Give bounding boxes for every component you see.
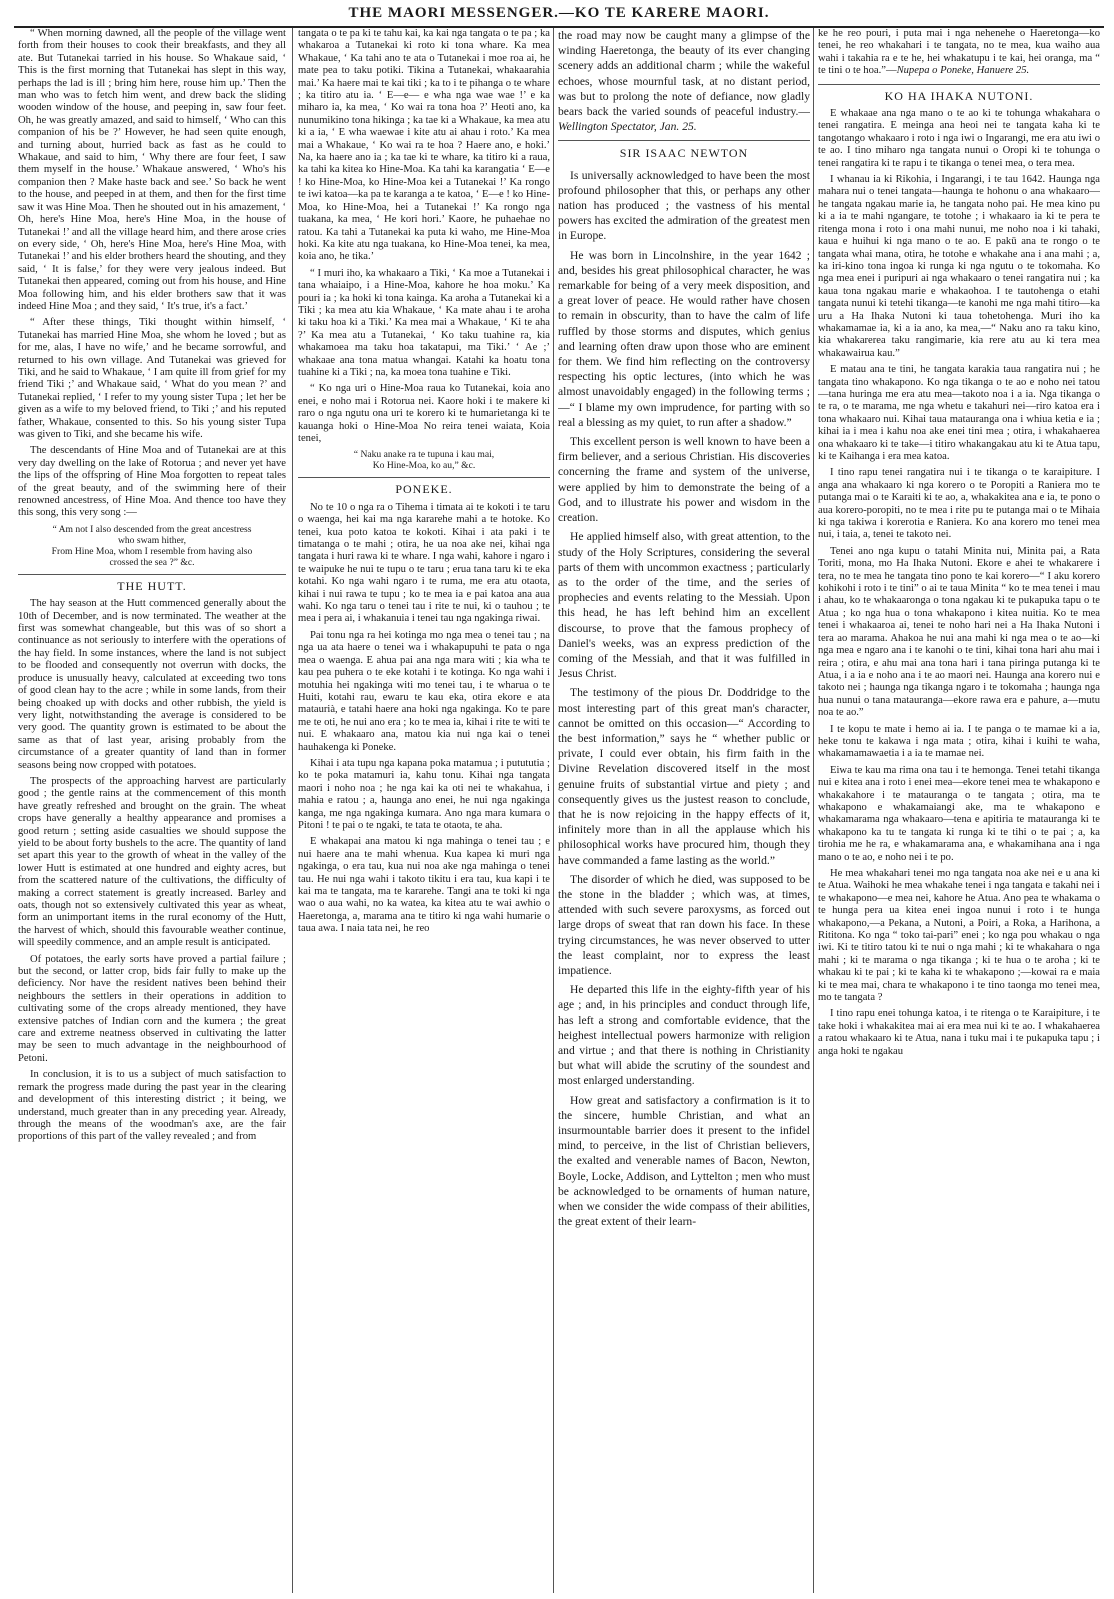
paragraph: Eiwa te kau ma rima ona tau i te hemonga. Tenei tetahi tikanga nui e kitea ana i roto i enei mea—ekore tenei mea te whakapono e whakakahore i te matauranga o te tangata ; otira, ma te whakapono e whakamaiangi ake, ma te whakapono e whakamarama nga whakaaro—tena e apitiria te matauranga ki te whakapono ka tu te tangata ki runga ki te tihi o te pai ; a, ka tirohia me he ra, e whakamarama ana, e whakamihana ana i nga mano o te ao, e noho nei i te po. [818,764,1100,863]
column-3 [558,28,810,1593]
column-rule [292,28,293,1593]
paragraph: The descendants of Hine Moa and of Tutanekai are at this very day dwelling on the lake of Rotorua ; and never yet have the lips of the offspring of Hine Moa forgotten to repeat tales of the great beauty, and of the swimming here of their renowned ancestress, of Hine Moa. And thence too have they this song, this very song :— [18,445,286,519]
paragraph: E whakapai ana matou ki nga mahinga o tenei tau ; e nui haere ana te mahi whenua. Kua kapea ki muri nga ngakinga, o era tau, kua nui noa ake nga mahinga o tenei tau. He nui nga wahi i takoto tikitu i era tau, kua kapi i te kai ma te tangata, ma te kararehe. Tangi ana te toki ki nga wao o aua wahi, no ka watea, ka kitea atu te wai awhio o Haeretonga, a, marama ana te titiro ki nga wahi humarie o taua awa. I naia tata nei, he reo [298,836,550,935]
paragraph-text: ke he reo pouri, i puta mai i nga nehenehe o Haeretonga—ko tenei, he reo whakahari i te tangata, no te mea, kua waiho aua wahi i takahia ra e te he, hei whakatupu i te kai, hei oranga, ma “ te tini o te hoa.”— [818,28,1100,77]
paragraph: E whakaae ana nga mano o te ao ki te tohunga whakahara o tenei rangatira. E meinga ana heoi nei te tangata kaha ki te tangotango whakaaro i roto i nga iwi o Ingarangi, me era atu iwi o te ao. I tino miharo nga tangata nunui o Oropi ki te tohunga o tenei rangatira ki te rapu i te tikanga o tenei mea, o tera mea. [818,108,1100,169]
paragraph: I te kopu te mate i hemo ai ia. I te panga o te mamae ki a ia, heke tonu te kakawa i nga mata ; otira, kihai i kuihi te waha, whakamamawaetia i a ia te mamae nei. [818,723,1100,760]
paragraph-text: the road may now be caught many a glimpse of the winding Haeretonga, the beauty of its ever changing scenery adds an additional charm ; while the wakeful echoes, whose mournful task, at no distant period, was but to prolong the note of defiance, now gladly bears back the varied sounds of peaceful industry.— [558,29,810,119]
paragraph: “ When morning dawned, all the people of the village went forth from their houses to cook their breakfasts, and they all ate. But Tutanekai tarried in his house. So Whakaue said, ‘ This is the first morning that Tutanekai has slept in this way, perhaps the lad is ill ; bring him here, rouse him up.’ Then the man who was to fetch him went, and drew back the sliding wooden window of the house, and peeping in, saw four feet. Oh, he was greatly amazed, and said to himself, ‘ Who can this companion of his be ?’ However, he had seen quite enough, and turning about, hurried back as fast as he could to Whakaue, and said to him, ‘ Why there are four feet, I saw them myself in the house.’ Whakaue answered, ‘ Who's his companion then ? Make haste back and see.’ So back he went to the house, and peeped in at them, and then for the first time saw it was Hine Moa. Then he shouted out in his amazement, ‘ Oh, here's Hine Moa, here's Hine Moa, in the house of Tutanekai !’ and all the village heard him, and there arose cries on every side, ‘ Oh, here's Hine Moa, here's Hine Moa, with Tutanekai !’ and his elder brothers heard the shouting, and they said, ‘ It is false,’ for they were very jealous indeed. But Tutanekai then appeared, coming out from his house, and Hine Moa following him, and his elder brothers saw that it was indeed Hine Moa ; and they said, ‘ It's true, it's a fact.’ [18,28,286,312]
paragraph [818,28,1100,78]
paragraph: No te 10 o nga ra o Tihema i timata ai te kokoti i te taru o waenga, hei kai ma nga kararehe mahi a te hotoke. Ko tenei, kua poto katoa te kokoti. Kihai i ata paki i te timatanga o te mahi ; otira, he ua noa ake nei, kihai nga tangata i huri rawa ki te whare. I nga wahi, kahore i ngaro i te waipuke he nui te tupu o te taru ; erua tana taru ki te eka kotahi. Ko nga wahi ngaro i te ruma, me era atu otaota, kihai i nui rawa te tupu ; ko te mea ia e pai katoa ana aua wahi. Ko nga taru o tenei tau i rite te nui, ki o tauhou ; te mea i pera ai, i whakanuia i tenei tau nga ngakinga riwai. [298,501,550,625]
paragraph: The hay season at the Hutt commenced generally about the 10th of December, and is now terminated. The weather at the first was somewhat changeable, but this was of so short a continuance as not seriously to interfere with the operations of the hay field. In some instances, where the land is not subject to be flooded and consequently not overrun with docks, the produce is unusually heavy, calculated at exceeding two tons of good clean hay to the acre ; while in some lands, from their being choaked up with docks and other rubbish, the yield is very light, notwithstanding the average is considered to be very good. The quantity grown is estimated to be about the same as that of last year, arising probably from the circumstance of a greater quantity of land than in former seasons being now cropped with potatoes. [18,598,286,771]
source-attribution: Nupepa o Poneke, Hanuere 25. [896,65,1030,77]
newspaper-title: THE MAORI MESSENGER.—KO TE KARERE MAORI. [348,5,770,21]
verse [298,449,550,471]
paragraph: I tino rapu tenei rangatira nui i te tikanga o te karaipiture. I anga ana whakaaro ki nga korero o te Poropiti a Raniera mo te putanga mai o te Karaiti ki te ao, a, whakakitea ana e ia, te pono o aua korero-poropiti, no te mea i rite pu te putanga mai o te Mihaia ki nga takiwa i korerotia e Raniera. Ko ana korero mo tenei mea nui, i taia, a, tenei te takoto nei. [818,467,1100,541]
paragraph: Of potatoes, the early sorts have proved a partial failure ; but the second, or latter crop, bids fair fully to make up the deficiency. Nor have the resident natives been behind their neighbours the settlers in their operations in addition to cultivating some of the crops already mentioned, they have extensive patches of Indian corn and the kumera ; the great care and extreme neatness observed in cultivating the latter may be seen to much advantage in the neighbourhood of Petoni. [18,953,286,1064]
section-heading-poneke: PONEKE. [298,477,550,495]
verse-line: From Hine Moa, whom I resemble from having also [51,545,253,557]
verse [18,524,286,568]
column-1 [18,28,286,1593]
paragraph: Is universally acknowledged to have been the most profound philosopher that this, or perhaps any other nation has produced ; the vastness of his mental powers has excited the admiration of the greatest men in Europe. [558,168,810,243]
paragraph: How great and satisfactory a confirmation is it to the sincere, humble Christian, and what an insurmountable barrier does it present to the infidel mind, to perceive, in the list of Christian believers, the exalted and venerable names of Bacon, Newton, Boyle, Locke, Addison, and Lyttelton ; men who must be acknowledged to be ornaments of human nature, when we consider the wide compass of their abilities, the great extent of their learn- [558,1093,810,1229]
paragraph [558,28,810,134]
column-2 [298,28,550,1593]
paragraph: He mea whakahari tenei mo nga tangata noa ake nei e u ana ki te Atua. Waihoki he mea whakahe tenei i nga tangata e takahi nei i te whakapono—e mea nei, kahore he Atua. Ano pea te whakama o te hunga pera ua kitea enei ingoa nunui i roto i te hunga whakapono,—a Pekana, a Nutoni, a Poiri, a Roka, a Harihona, a Rititona. Ko nga “ toko tai-pari” enei ; ko nga pou whakau o nga iwi. Ki te titiro tatou ki te nui o nga mahi ; ki te whakahara o nga mahi ; ki te marama o nga tikanga ; ki te hua o te aroha ; ki te whakau ki te pai ; ki te kaha ki te whakapono ;—kowai ra e maia ki te mea mai, chara te whakapono i te tino taonga mo tenei mea, mo te tangata ? [818,868,1100,1004]
paragraph: E matau ana te tini, he tangata karakia taua rangatira nui ; he tangata tino whakapono. Ko nga tikanga o te ao e noho nei tatou—tana huringa me era atu mea—takoto noa i a ia. Nga tikanga o te ra, o te marama, me nga whetu e takahuri nei—riro katoa era i tona whakaaro nui. Kihai taua matauranga ona i whiua ketia e ia ; kihai ia i mea i kahu noa ake enei tini mea ; otira, i whakahaerea ona whakaaro ki te take—i titiro whakangakau atu ki te Atua tapu, ki te Kaihanga i era mea katoa. [818,364,1100,462]
verse-line: “ Am not I also descended from the great ancestress [52,523,252,535]
column-4 [818,28,1100,1593]
column-rule [813,28,814,1593]
paragraph: The disorder of which he died, was supposed to be the stone in the bladder ; which was, at times, attended with such severe paroxysms, as forced out large drops of sweat that ran down his face. In these trying circumstances, he was never observed to utter the least complaint, nor to express the least impatience. [558,872,810,977]
source-attribution: Wellington Spectator, Jan. 25. [558,120,697,134]
paragraph: He departed this life in the eighty-fifth year of his age ; and, in his principles and conduct through life, has left a strong and comfortable evidence, that the heighest intellectual powers harmonize with religion and virtue ; and that there is nothing in Christianity but what will abide the scrutiny of the soundest and most enlarged understanding. [558,983,810,1088]
verse-line: who swam hither, [117,534,187,546]
paragraph: He applied himself also, with great attention, to the study of the Holy Scriptures, considering the several parts of them with uncommon exactness ; particularly as to the order of the time, and the series of prophecies and events relating to the Messiah. Upon this head, he has left behind him an excellent discourse, to prove that the famous prophecy of Daniel's weeks, was an express prediction of the coming of the Messiah, and that it was fulfilled in Jesus Christ. [558,530,810,681]
paragraph: I whanau ia ki Rikohia, i Ingarangi, i te tau 1642. Haunga nga mahara nui o tenei tangata—haunga te hohonu o ana whakaaro—he tangata ngakau marie ia, he tangata noho pai. He mea kino pu ki a ia te mahi ngangare, te totohe ; i whakaaro ia ki te pera te ritenga mona i roto i ona mahi nunui, me noho noa i ki tahaki, kaua e huihui ki nga mano o te ao. E pakū ana te rongo o te tangata whai mana, otira, he totohe e whakahe ana i ana mahi ; a, ka iri-kino tona ingoa ki runga ki nga ngutu o te tokomaha. Ko nga mea enei i puripuri ai nga whakaaro o tenei rangatira nui ; ka kaua tona ngakau marie e whakaohoa. I te tautohenga o etahi tangata nunui ki tetehi tikanga—te kanohi me nga mahi titiro—ka uru a Ha Ihaka Nutoni ki taua tohetohenga. Muri iho ka whakamamae ia, ki a ia ano, ka mea,—“ Naku ano ra taku kino, kia whakarerea taku rangimarie, kia rere atu au ki tera mea whakawairua kau.” [818,174,1100,359]
paragraph: The testimony of the pious Dr. Doddridge to the most interesting part of this great man's character, cannot be omitted on this occasion—“ According to the best information,” says he “ whether public or private, I could ever obtain, his firm faith in the Divine Revelation discovered itself in the most genuine fruits of substantial virtue and piety ; and consequently gives us the justest reason to conclude, that he is now rejoicing in the happy effects of it, infinitely more than in all the applause which his philosophical works have procured him, though they have commanded a fame lasting as the world.” [558,686,810,867]
column-rule [553,28,554,1593]
verse-line: Ko Hine-Moa, ko au,” &c. [372,460,476,472]
paragraph: He was born in Lincolnshire, in the year 1642 ; and, besides his great philosophical character, he was remarkable for being of a very meek disposition, and a great lover of peace. He would rather have chosen to remain in obscurity, than to have the calm of life ruffled by those storms and disputes, which genius and learning often draw upon those who are eminent for them. We find him reflecting on the controversy respecting his optic lectures, (into which he was almost unavoidably engaged) in the following terms ;—“ I blame my own imprudence, for parting with so real a blessing as my quiet, to run after a shadow.” [558,248,810,429]
paragraph: “ I muri iho, ka whakaaro a Tiki, ‘ Ka moe a Tutanekai i tana whaiaipo, i a Hine-Moa, kahore he hoa moku.’ Ka pouri ia ; ka hoki ki tona kainga. Ka aroha a Tutanekai ki a Tiki ; ka mea atu kia Whakaue, ‘ Ka mate ahau i te aroha ki taku hoa ki a Tiki.’ Ka mea mai a Whakaue, ‘ Ki te aha ?’ Ka mea atu a Tutanekai, ‘ Ko taku tuahine ra, kia whakamoea ma taku hoa takatapui, ma Tiki.’ ‘ Ae ;’ whakaae ana tona matua whangai. Katahi ka hoatu tona tuahine ki a Tiki ; na, ka moea tona tuahine e Tiki. [298,267,550,378]
paragraph: I tino rapu enei tohunga katoa, i te ritenga o te Karaipiture, i te take hoki i whakakitea mai ai era mea nui ki te ao. I whakahaerea a ratou whakaaro ki te Atua, nana i tuku mai i te pukapuka tapu ; i anga hoki te ngakau [818,1008,1100,1057]
paragraph: “ After these things, Tiki thought within himself, ‘ Tutanekai has married Hine Moa, she whom he loved ; but as for me, alas, I have no wife,’ and he became sorrowful, and returned to his own village. And Tutanekai was grieved for Tiki, and he said to Whakaue, ‘ I am quite ill from grief for my friend Tiki ;’ and Whakaue said, ‘ What do you mean ?’ and Tutanekai replied, ‘ I refer to my young sister Tupa ; let her be given as a wife to my beloved friend, to Tiki ;’ and his reputed father, Whakaue, consented to this. So his young sister Tupa was given to Tiki, and she became his wife. [18,317,286,440]
paragraph: tangata o te pa ki te tahu kai, ka kai nga tangata o te pa ; ka whakaroa a Tutanekai ki roto ki tona whare. Ka mea Whakaue, ‘ Ka tahi ano te ata o Tutanekai i moe roa ai, he mate pea to taku potiki. Tikina a Tutanekai, whakaarahia mai.’ Ka haere mai te kai tiki ; ka to i te pihanga o te whare ; ka titiro atu ia. ‘ E—e— e wha nga wae wae !’ e ka miharo ia, ka mea, ‘ Ko wai ra tona hoa ?’ Heoti ano, ka nunumikino tona hikinga ; ka tae ki a Whakaue, ka mea atu ki a ia, ‘ E wha waewae i kite atu ai ahau i roto.’ Ka mea mai a Whakaue, ‘ Ko wai ra te hoa ? Haere ano, e hoki.’ Na, ka haere ano ia ; ka tae ki te whare, ka titiro ki a raua, ka tahi ka kitea ko Hine-Moa. Ka tahi ka karangatia ‘ E—e ! ko Hine-Moa, ko Hine-Moa kei a Tutanekai !’ Ka rongo te iwi katoa—ka pa te karanga a te katoa, ‘ E—e ! ko Hine-Moa, ko Hine-Moa, hei a Tutanekai !’ Ka rongo nga tuakana, ka mea, ‘ He kori hori.’ Kaore, he puhaehae no ratou. Ka tahi a Tutanekai ka puta ki waho, me Hine-Moa hoki. Ka kite atu nga tuakana, ko Hine-Moa tenei, ka mea, koia ano, he tika.’ [298,28,550,263]
masthead [14,4,1104,28]
paragraph: Kihai i ata tupu nga kapana poka matamua ; i putututia ; ko te poka matamuri ia, kahu tonu. Kihai nga tangata maori i noho noa ; he nga kai ka oti nei te whakahua, i mahia e ratou ; a, haunga ano enei, he nui nga ngakinga kanga, me nga ngakinga kumara. Ano nga mara kumara o Pitoni ! te pai o te ngaki, te tata te otaota, te aha. [298,757,550,831]
verse-line: “ Naku anake ra te tupuna i kau mai, [353,449,495,461]
section-heading-hutt: THE HUTT. [18,574,286,592]
paragraph: The prospects of the approaching harvest are particularly good ; the gentle rains at the commencement of this month have greatly refreshed and brought on the grain. The wheat crops have generally a healthy appearance and promises a good return ; setting aside casualties we should suppose the yield to be about forty bushels to the acre. The quantity of land set apart this year to the growth of wheat in the valley of the lower Hutt is estimated at one hundred and eighty acres, but from the scattered nature of the cultivations, the difficulty of making a correct statement is greatly increased. Barley and oats, though not so extensively cultivated this year as wheat, form an unimportant items in the rural economy of the Hutt, the harvest of which, should this favourable weather continue, will speedily commence, and an ample result is anticipated. [18,775,286,949]
paragraph: “ Ko nga uri o Hine-Moa raua ko Tutanekai, koia ano enei, e noho mai i Rotorua nei. Kaore hoki i te makere ki raro o nga ngutu ona uri te korero ki te humarietanga ki te kauanga hoki o Hine-Moa No reira tenei waiata, Koia tenei, [298,383,550,444]
paragraph: Tenei ano nga kupu o tatahi Minita nui, Minita pai, a Rata Toriti, mona, mo Ha Ihaka Nutoni. Ekore e ahei te whakarere i tera, no te mea he tangata tino pono te kai korero—“ I aku korero kohikohi i roto i te tini” o ai te taua Minita “ ko te mea tenei i mau i ahau, ko te whakaaronga o tona ngakau ki te pukapuka tapu o te Atua ; ko nga hua o tona whakapono i kitea nuitia. Ko te mea tenei i whakaaroa ai, tenei te noho hari nei a Ha Ihaka Nutoni i tera ao marama. Ahakoa he nui ana mahi ki nga mea o te ao—ki nga mea e ngaro ana i te kanohi o te tini, kihai tona hari ahu mai i reira ; otira, e ahu mai ana tona hari i tana piringa putanga ki te Atua, i a ia e noho ana i te ao maori nei. Haunga ana korero nui e takoto nei ; haunga nga tikanga ngaro i te tokomaha ; haunga nga hua nunui o tana matauranga—ekore rawa era e pahure, a—mutu noa te ao.” [818,545,1100,719]
verse-line: crossed the sea ?” &c. [109,556,195,568]
paragraph: Pai tonu nga ra hei kotinga mo nga mea o tenei tau ; na nga ua ata haere o tenei wa i whakapupuhi te pata o nga mea o waenga. E ahua pai ana nga mara witi ; kia wha te kau pea puhera o te eke kotahi i te kotinga. Ko nga wahi i motuhia hei ngakinga witi mo tenei tau, i te wharua o te Huiti, kotahi rau, ewaru te kau eka, otira ekore e ata mataurià, e tatahi haere ana hoki nga ngakinga. Ko te pare me te oti, he nui ano era ; ko te mea ia, kihai i rite te witi te nui. E whakaaro ana, matou kia nui nga kai o tenei hauhakenga ki Poneke. [298,629,550,753]
paragraph: In conclusion, it is to us a subject of much satisfaction to remark the progress made during the past year in the clearing and development of this interesting district ; it being, we understand, much greater than in any preceding year. Already, through the means of the woodman's axe, are the fair proportions of this part of the valley revealed ; and from [18,1069,286,1143]
paragraph: This excellent person is well known to have been a firm believer, and a serious Christian. His discoveries concerning the frame and system of the universe, were applied by him to demonstrate the being of a God, and to illustrate his power and wisdom in the creation. [558,435,810,525]
section-heading-nutoni: KO HA IHAKA NUTONI. [818,84,1100,102]
section-heading-newton: SIR ISAAC NEWTON [558,140,810,161]
